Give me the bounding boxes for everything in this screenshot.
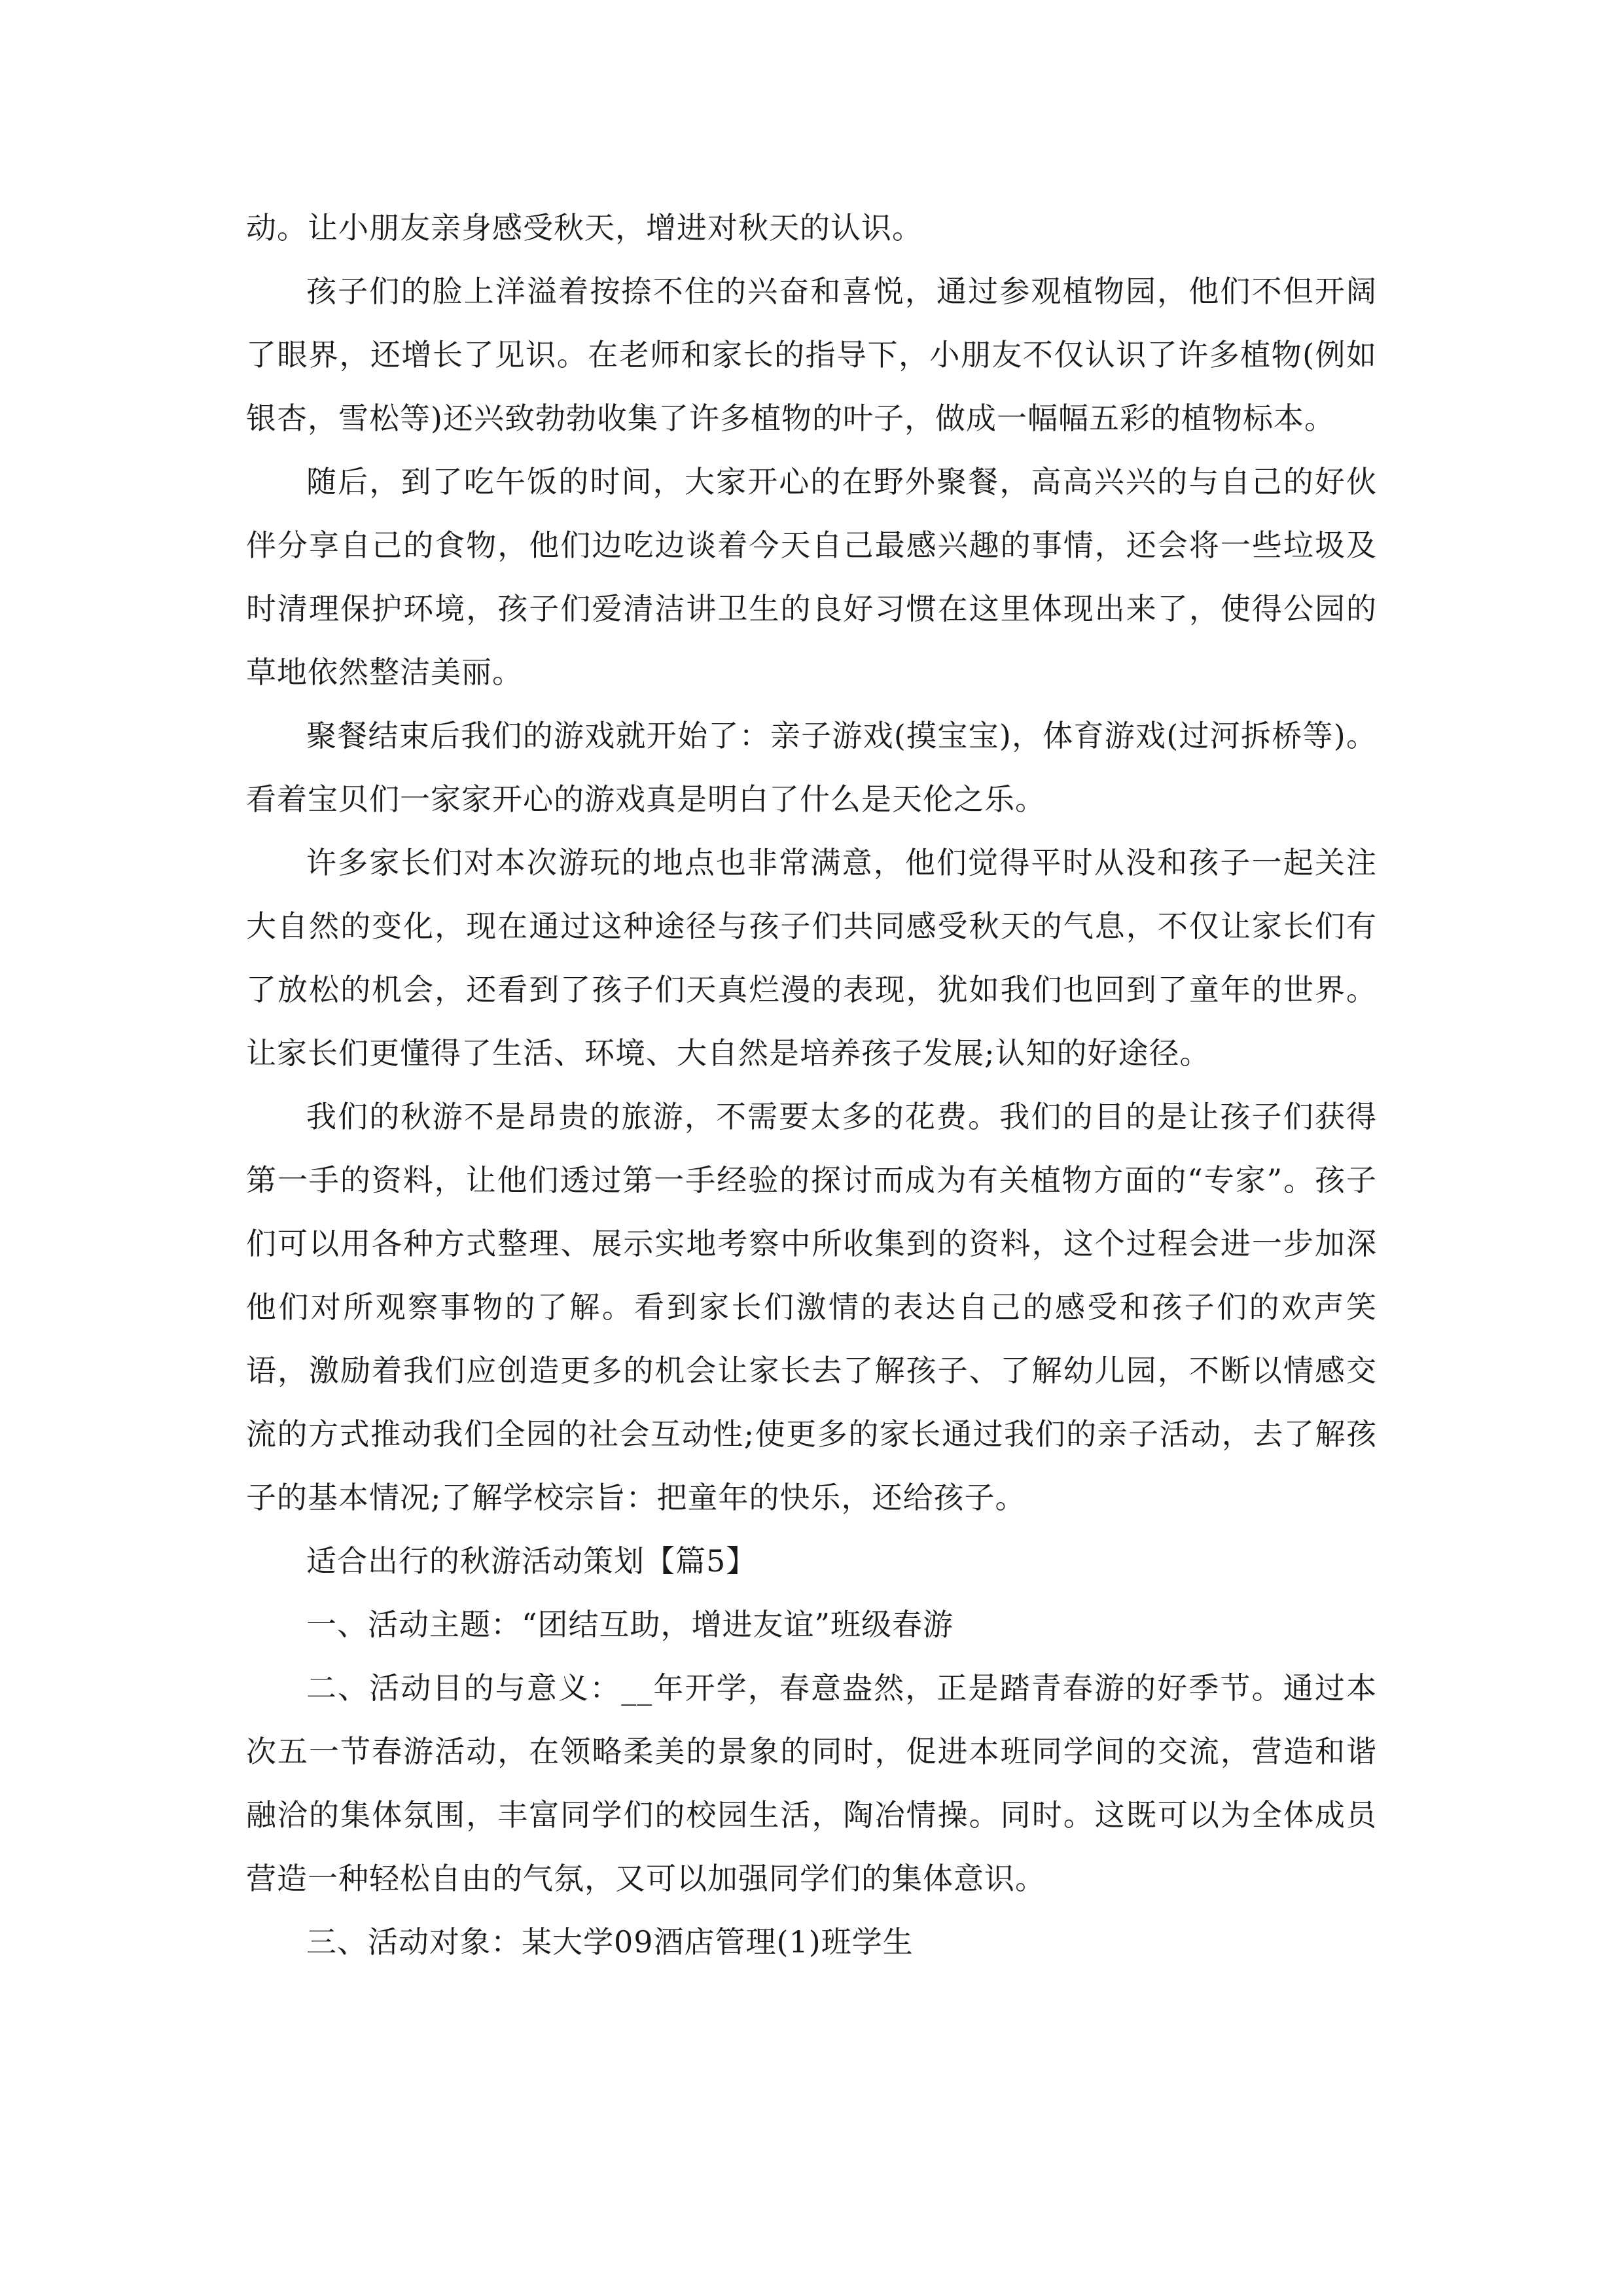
document-body [246,196,1377,1974]
paragraph: 动。让小朋友亲身感受秋天，增进对秋天的认识。 [246,210,923,245]
paragraph: 随后，到了吃午饭的时间，大家开心的在野外聚餐，高高兴兴的与自己的好伙伴分享自己的食物，他们边吃边谈着今天自己最感兴趣的事情，还会将一些垃圾及时清理保护环境，孩子们爱清洁讲卫生的良好习惯在这里体现出来了，使得公园的草地依然整洁美丽。 [246,464,1377,690]
paragraph: 聚餐结束后我们的游戏就开始了：亲子游戏(摸宝宝)，体育游戏(过河拆桥等)。看着宝贝们一家家开心的游戏真是明白了什么是天伦之乐。 [246,718,1377,817]
section-heading: 适合出行的秋游活动策划【篇5】 [306,1543,757,1579]
paragraph: 许多家长们对本次游玩的地点也非常满意，他们觉得平时从没和孩子一起关注大自然的变化，现在通过这种途径与孩子们共同感受秋天的气息，不仅让家长们有了放松的机会，还看到了孩子们天真烂漫的表现，犹如我们也回到了童年的世界。让家长们更懂得了生活、环境、大自然是培养孩子发展;认知的好途径。 [246,845,1377,1071]
paragraph: 三、活动对象：某大学09酒店管理(1)班学生 [306,1924,914,1960]
paragraph: 我们的秋游不是昂贵的旅游，不需要太多的花费。我们的目的是让孩子们获得第一手的资料，让他们透过第一手经验的探讨而成为有关植物方面的“专家”。孩子们可以用各种方式整理、展示实地考察中所收集到的资料，这个过程会进一步加深他们对所观察事物的了解。看到家长们激情的表达自己的感受和孩子们的欢声笑语，激励着我们应创造更多的机会让家长去了解孩子、了解幼儿园，不断以情感交流的方式推动我们全园的社会互动性;使更多的家长通过我们的亲子活动，去了解孩子的基本情况;了解学校宗旨：把童年的快乐，还给孩子。 [246,1099,1377,1515]
paragraph: 孩子们的脸上洋溢着按捺不住的兴奋和喜悦，通过参观植物园，他们不但开阔了眼界，还增长了见识。在老师和家长的指导下，小朋友不仅认识了许多植物(例如银杏，雪松等)还兴致勃勃收集了许多植物的叶子，做成一幅幅五彩的植物标本。 [246,274,1377,436]
paragraph: 一、活动主题：“团结互助，增进友谊”班级春游 [306,1607,954,1642]
paragraph: 二、活动目的与意义：__年开学，春意盎然，正是踏青春游的好季节。通过本次五一节春游活动，在领略柔美的景象的同时，促进本班同学间的交流，营造和谐融洽的集体氛围，丰富同学们的校园生活，陶冶情操。同时。这既可以为全体成员营造一种轻松自由的气氛，又可以加强同学们的集体意识。 [246,1670,1377,1896]
